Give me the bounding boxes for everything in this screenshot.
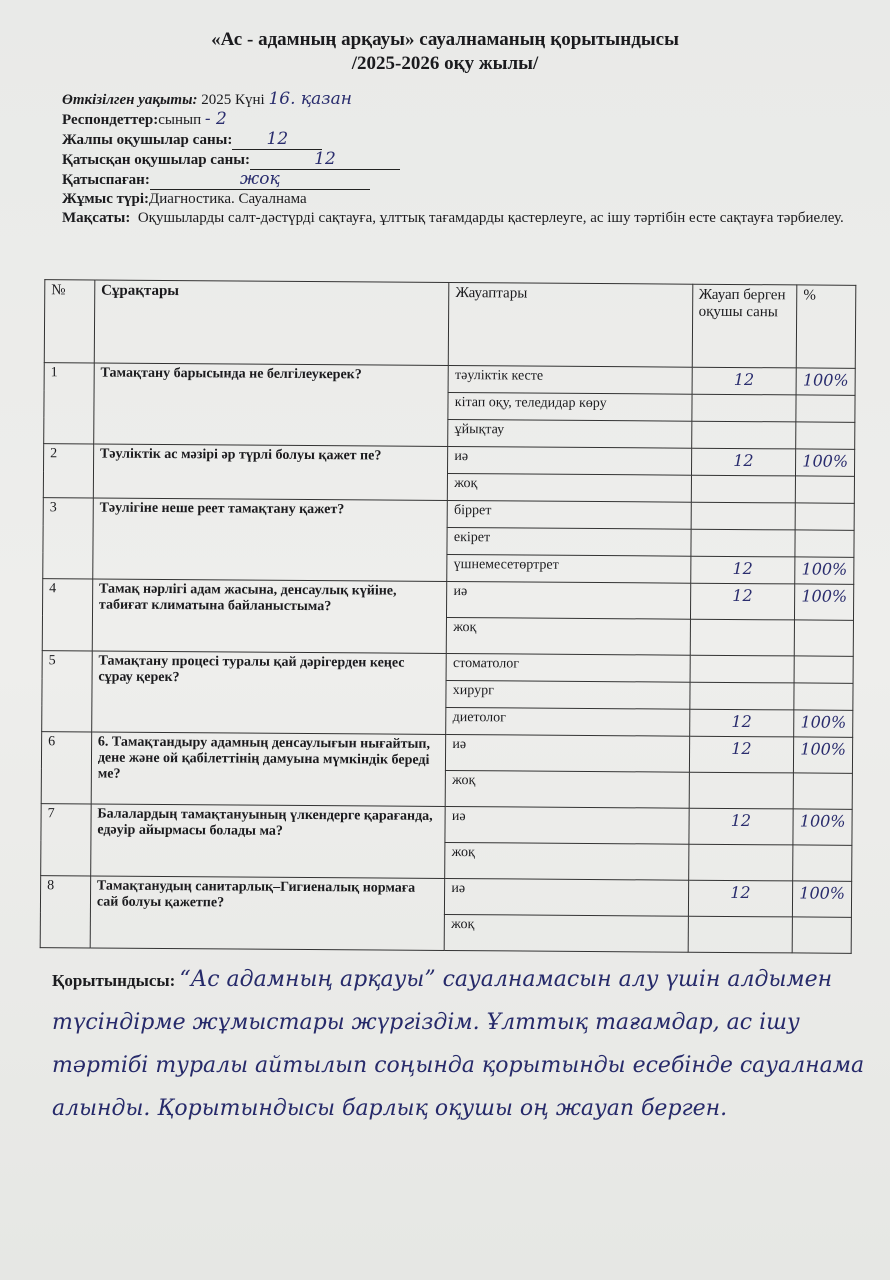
meta-absent — [62, 170, 872, 190]
day-label: Күні — [235, 92, 265, 108]
answer-option: жоқ — [444, 914, 687, 952]
meta-goal — [62, 209, 872, 228]
answer-count — [691, 502, 796, 530]
answer-percent: 100% — [796, 449, 855, 476]
header-number: № — [44, 280, 94, 363]
survey-meta — [62, 90, 872, 228]
answer-option: кітап оқу, теледидар көру — [448, 392, 691, 421]
header-answers: Жауаптары — [449, 282, 693, 367]
answer-percent — [796, 422, 855, 449]
year: 2025 — [201, 92, 232, 108]
answer-count — [689, 772, 794, 809]
table-row — [44, 363, 855, 396]
conclusion-label: Қорытындысы: — [52, 971, 176, 990]
answer-percent: 100% — [795, 584, 854, 620]
meta-respondents — [62, 110, 872, 130]
total-value: 12 — [232, 130, 322, 150]
meta-total — [62, 130, 872, 150]
answer-count — [691, 475, 796, 503]
table-row — [42, 651, 853, 684]
table-row — [44, 444, 855, 477]
answer-count: 12 — [689, 736, 794, 773]
work-type-value: Диагностика. Сауалнама — [149, 191, 307, 207]
answer-percent — [795, 530, 854, 557]
participated-label: Қатысқан оқушылар саны: — [62, 152, 250, 168]
answer-option: диетолог — [446, 707, 689, 736]
title-line-1: «Ас - адамның арқауы» сауалнаманың қорытындысы — [211, 29, 679, 50]
answer-percent: 100% — [796, 368, 855, 395]
respondents-class: - 2 — [204, 109, 227, 129]
answer-option: жоқ — [447, 617, 690, 655]
question-text: Тәулігіне неше реет тамақтану қажет? — [93, 498, 448, 581]
answer-option: иә — [445, 806, 688, 844]
question-number: 2 — [43, 444, 93, 498]
table-row — [43, 579, 854, 621]
question-number: 4 — [42, 579, 92, 651]
question-text: 6. Тамақтандыру адамның денсаулығын нығайтып, дене және ой қабілеттінің дамуына мүмкіндік береді ме? — [91, 732, 446, 806]
answer-percent — [794, 620, 853, 656]
answer-percent — [796, 395, 855, 422]
answer-percent: 100% — [795, 557, 854, 584]
answer-count — [689, 682, 794, 710]
answer-option: стоматолог — [446, 653, 689, 682]
table-row — [40, 876, 851, 918]
table-row — [41, 732, 852, 774]
header-percent: % — [796, 285, 855, 368]
question-text: Тамақ нәрлігі адам жасына, денсаулық күйіне, табиғат климатына байланыстыма? — [92, 579, 447, 653]
answer-percent: 100% — [794, 737, 853, 773]
answer-percent — [794, 656, 853, 683]
header-count: Жауап берген оқушы саны — [692, 284, 797, 368]
answer-percent — [796, 476, 855, 503]
total-label: Жалпы оқушылар саны: — [62, 132, 233, 148]
absent-value: жоқ — [150, 170, 370, 190]
answer-percent: 100% — [794, 710, 853, 737]
work-type-label: Жұмыс түрі: — [62, 191, 150, 207]
goal-label: Мақсаты: — [62, 210, 131, 226]
answer-option: жоқ — [446, 770, 689, 808]
question-number: 6 — [41, 732, 91, 804]
participated-value: 12 — [250, 150, 400, 170]
answer-option: иә — [445, 878, 688, 916]
answer-count: 12 — [690, 556, 795, 584]
answer-count: 12 — [691, 448, 796, 476]
answer-percent: 100% — [793, 881, 852, 917]
answer-option: үшнемесетөртрет — [447, 554, 690, 583]
table-row — [43, 498, 854, 531]
title-line-2: /2025-2026 оқу жылы/ — [351, 53, 539, 74]
question-text: Балалардың тамақтануының үлкендерге қарағанда, едәуір айырмасы болады ма? — [91, 804, 446, 878]
answer-option: иә — [447, 581, 690, 619]
answer-percent — [793, 845, 852, 881]
answer-percent — [794, 683, 853, 710]
answer-count — [690, 619, 795, 656]
answer-count: 12 — [689, 709, 794, 737]
answer-count — [688, 844, 793, 881]
conclusion — [52, 958, 872, 1130]
answer-option: хирург — [446, 680, 689, 709]
answer-count: 12 — [692, 367, 797, 395]
answer-count: 12 — [688, 808, 793, 845]
respondents-label: Респондеттер: — [62, 112, 159, 128]
absent-label: Қатыспаған: — [62, 172, 150, 188]
question-number: 1 — [44, 363, 94, 444]
goal-value: Оқушыларды салт-дәстүрді сақтауға, ұлттық тағамдарды қастерлеуге, ас ішу тәртібін есте сақтауға тәрбиелеу. — [137, 210, 844, 226]
question-number: 7 — [41, 804, 91, 876]
question-number: 8 — [40, 876, 90, 948]
answer-option: жоқ — [448, 473, 691, 502]
table-header — [44, 280, 856, 369]
answer-count — [691, 394, 796, 422]
document-title — [0, 28, 890, 76]
answer-option: жоқ — [445, 842, 688, 880]
day-value: 16. қазан — [268, 89, 352, 109]
answer-option: біррет — [447, 500, 690, 529]
answer-count: 12 — [688, 880, 793, 917]
time-label: Өткізілген уақыты: — [62, 92, 198, 108]
respondents-value: сынып — [158, 112, 202, 128]
meta-work-type — [62, 190, 872, 209]
table-row — [41, 804, 852, 846]
question-text: Тәуліктік ас мәзірі әр түрлі болуы қажет пе? — [93, 444, 448, 500]
answer-option: иә — [448, 446, 691, 475]
meta-participated — [62, 150, 872, 170]
question-text: Тамақтану процесі туралы қай дәрігерден кеңес сұрау қерек? — [92, 651, 447, 734]
answer-option: ұйықтау — [448, 419, 691, 448]
answer-option: иә — [446, 734, 689, 772]
answer-option: тәуліктік кесте — [448, 365, 691, 394]
survey-table — [40, 279, 857, 954]
question-number: 5 — [42, 651, 92, 732]
answer-count — [690, 529, 795, 557]
question-number: 3 — [43, 498, 93, 579]
answer-count: 12 — [690, 583, 795, 620]
answer-percent: 100% — [793, 809, 852, 845]
header-questions: Сұрақтары — [94, 280, 449, 365]
answer-count — [691, 421, 796, 449]
meta-time — [62, 90, 872, 110]
answer-percent — [792, 917, 851, 953]
answer-count — [690, 655, 795, 683]
question-text: Тамақтану барысында не белгілеукерек? — [94, 363, 449, 446]
answer-option: екірет — [447, 527, 690, 556]
conclusion-handwritten-text: “Ас адамның арқауы” сауалнамасын алу үшін алдымен түсіндірме жұмыстары жүргіздім. Ұлттық тағамдар, ас ішу тәртібі туралы айтылып соңында қорытынды есебінде сауалнама алынды. Қорытындысы барлық оқушы оң жауап берген. — [52, 967, 865, 1121]
answer-percent — [795, 503, 854, 530]
question-text: Тамақтанудың санитарлық–Гигиеналық нормаға сай болуы қажетпе? — [90, 876, 445, 950]
answer-percent — [793, 773, 852, 809]
answer-count — [688, 916, 793, 953]
